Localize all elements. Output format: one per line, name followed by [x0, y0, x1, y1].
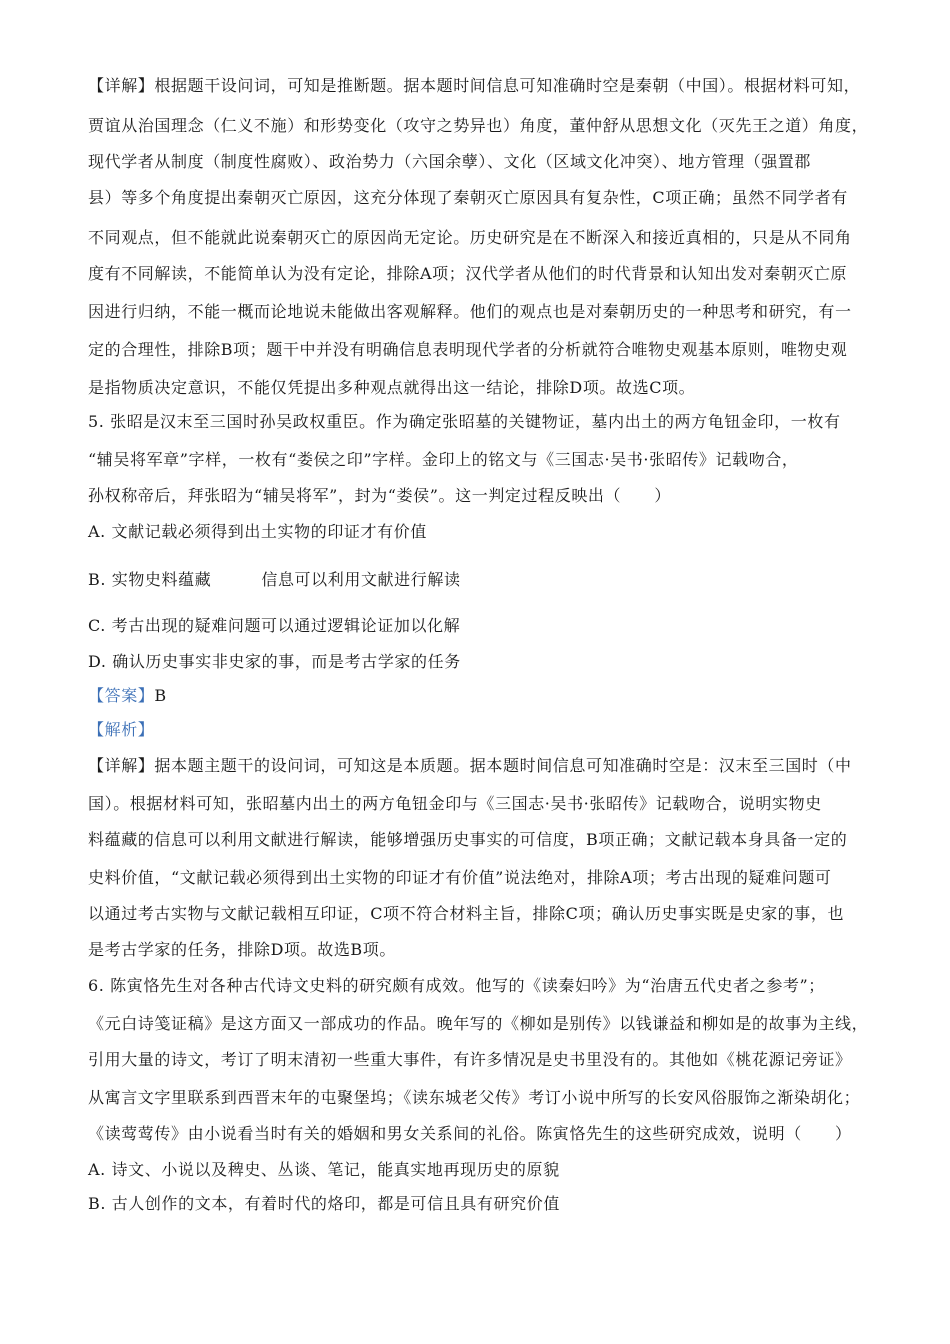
- q6-stem-line: 《读莺莺传》由小说看当时有关的婚姻和男女关系间的礼俗。陈寅恪先生的这些研究成效，说明（ ）: [88, 1124, 852, 1143]
- q4-analysis-line: 贾谊从治国理念（仁义不施）和形势变化（攻守之势异也）角度，董仲舒从思想文化（灭先王之道）角度，: [88, 116, 869, 135]
- q5-analysis-line: 国）。根据材料可知，张昭墓内出土的两方龟钮金印与《三国志·吴书·张昭传》记载吻合，说明实物史: [88, 794, 822, 813]
- q4-analysis-line: 县）等多个角度提出秦朝灭亡原因，这充分体现了秦朝灭亡原因具有复杂性，C项正确；虽然不同学者有: [88, 188, 848, 207]
- q4-analysis-line: 现代学者从制度（制度性腐败）、政治势力（六国余孽）、文化（区域文化冲突）、地方管理（强置郡: [88, 152, 812, 171]
- q5-option-c: C. 考古出现的疑难问题可以通过逻辑论证加以化解: [88, 616, 461, 635]
- q5-analysis-line: 【详解】据本题主题干的设问词，可知这是本质题。据本题时间信息可知准确时空是：汉末至三国时（中: [88, 756, 852, 775]
- q6-stem-line: 《元白诗笺证稿》是这方面又一部成功的作品。晚年写的《柳如是别传》以钱谦益和柳如是的故事为主线，: [88, 1014, 869, 1033]
- q6-option-b: B. 古人创作的文本，有着时代的烙印，都是可信且具有研究价值: [88, 1194, 560, 1213]
- q5-stem-line: 孙权称帝后，拜张昭为“辅吴将军”，封为“娄侯”。这一判定过程反映出（ ）: [88, 486, 671, 505]
- q4-analysis-line: 定的合理性，排除B项；题干中并没有明确信息表明现代学者的分析就符合唯物史观基本原则，唯物史观: [88, 340, 848, 359]
- q4-analysis-line: 因进行归纳，不能一概而论地说未能做出客观解释。他们的观点也是对秦朝历史的一种思考和研究，有一: [88, 302, 852, 321]
- q5-option-b: [88, 570, 461, 590]
- q5-option-d: D. 确认历史事实非史家的事，而是考古学家的任务: [88, 652, 461, 671]
- q6-stem-line: 从寓言文字里联系到西晋末年的屯聚堡坞；《读东城老父传》考订小说中所写的长安风俗服饰之渐染胡化；: [88, 1088, 861, 1107]
- q4-analysis-line: 【详解】根据题干设问词，可知是推断题。据本题时间信息可知准确时空是秦朝（中国）。根据材料可知，: [88, 76, 861, 95]
- q5-answer: [88, 686, 167, 706]
- analysis-label: 【解析】: [88, 720, 155, 739]
- q5-stem-line: 5. 张昭是汉末至三国时孙吴政权重臣。作为确定张昭墓的关键物证，墓内出土的两方龟钮金印，一枚有: [88, 412, 841, 431]
- q5-option-b-part1: B. 实物史料蕴藏: [88, 570, 212, 589]
- q6-stem-line: 引用大量的诗文，考订了明末清初一些重大事件，有许多情况是史书里没有的。其他如《桃花源记旁证》: [88, 1050, 852, 1069]
- q5-analysis-line: 以通过考古实物与文献记载相互印证，C项不符合材料主旨，排除C项；确认历史事实既是史家的事，也: [88, 904, 845, 923]
- answer-label: 【答案】: [88, 686, 155, 705]
- q5-analysis-line: 料蕴藏的信息可以利用文献进行解读，能够增强历史事实的可信度，B项正确；文献记载本身具备一定的: [88, 830, 848, 849]
- q5-analysis-line: 史料价值，“文献记载必须得到出土实物的印证才有价值”说法绝对，排除A项；考古出现的疑难问题可: [88, 868, 832, 887]
- q4-analysis-line: 度有不同解读，不能简单认为没有定论，排除A项；汉代学者从他们的时代背景和认知出发对秦朝灭亡原: [88, 264, 848, 283]
- answer-value: B: [154, 686, 167, 705]
- q5-option-a: A. 文献记载必须得到出土实物的印证才有价值: [88, 522, 427, 541]
- q6-stem-line: 6. 陈寅恪先生对各种古代诗文史料的研究颇有成效。他写的《读秦妇吟》为“治唐五代史者之参考”；: [88, 976, 825, 995]
- q5-option-b-part2: 信息可以利用文献进行解读: [261, 570, 461, 589]
- q5-stem-line: “辅吴将军章”字样，一枚有“娄侯之印”字样。金印上的铭文与《三国志·吴书·张昭传》记载吻合，: [88, 450, 799, 469]
- q6-option-a: A. 诗文、小说以及稗史、丛谈、笔记，能真实地再现历史的原貌: [88, 1160, 560, 1179]
- q5-analysis-line: 是考古学家的任务，排除D项。故选B项。: [88, 940, 396, 959]
- q4-analysis-line: 不同观点，但不能就此说秦朝灭亡的原因尚无定论。历史研究是在不断深入和接近真相的，只是从不同角: [88, 228, 852, 247]
- q4-analysis-line: 是指物质决定意识，不能仅凭提出多种观点就得出这一结论，排除D项。故选C项。: [88, 378, 696, 397]
